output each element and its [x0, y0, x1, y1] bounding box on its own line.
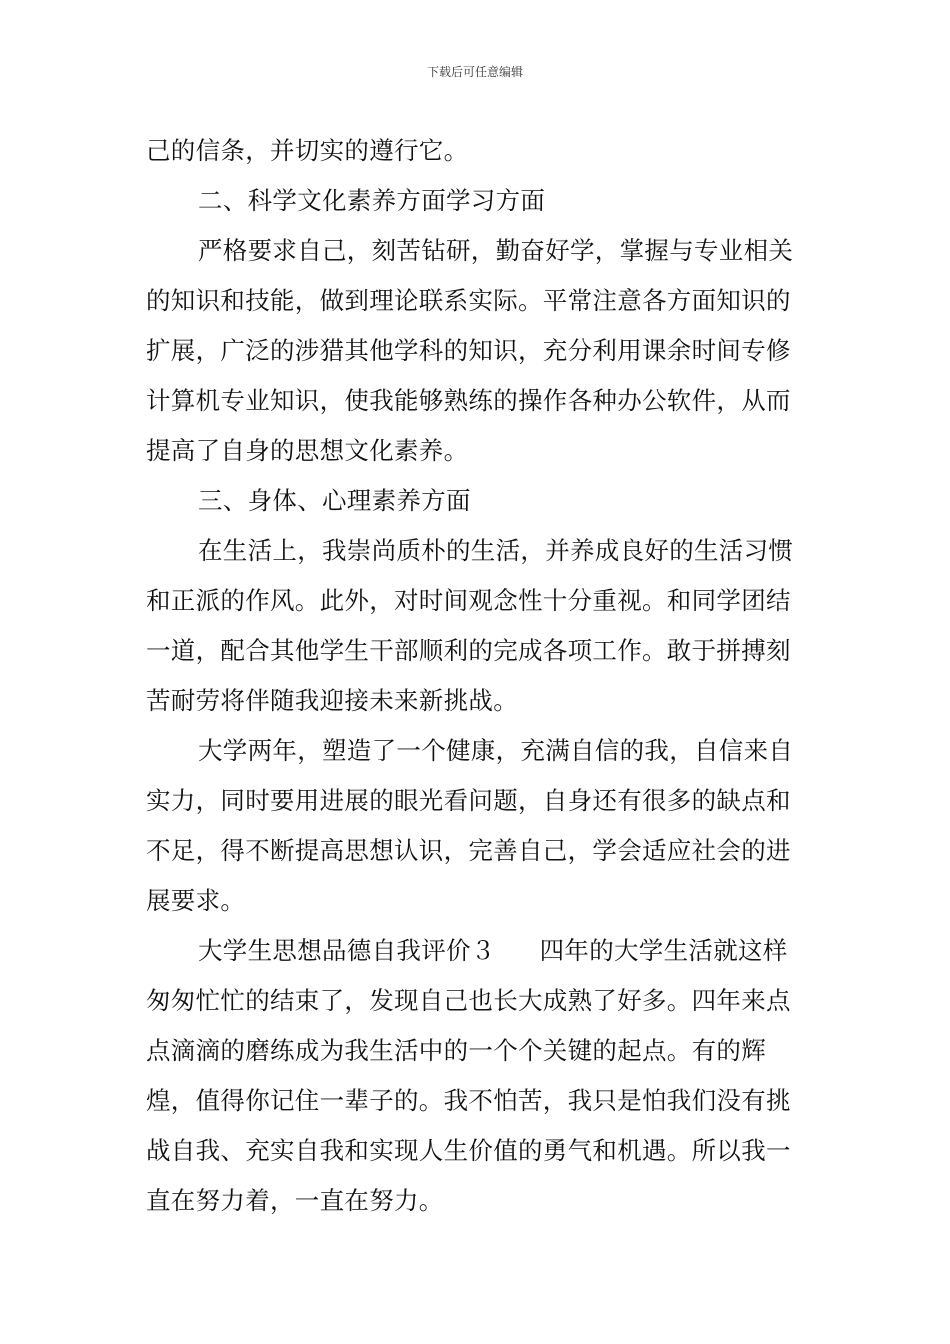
- essay-title: 大学生思想品德自我评价３: [198, 936, 496, 965]
- paragraph-two-years: 大学两年，塑造了一个健康，充满自信的我，自信来自实力，同时要用进展的眼光看问题，自身还有很多的缺点和不足，得不断提高思想认识，完善自己，学会适应社会的进展要求。: [146, 736, 794, 915]
- document-body: [146, 126, 811, 1226]
- page-header: 下载后可任意编辑: [426, 65, 523, 79]
- paragraph-life: 在生活上，我崇尚质朴的生活，并养成良好的生活习惯和正派的作风。此外，对时间观念性十分重视。和同学团结一道，配合其他学生干部顺利的完成各项工作。敢于拼搏刻苦耐劳将伴随我迎接未来新挑战。: [146, 536, 794, 715]
- paragraph-study: 严格要求自己，刻苦钻研，勤奋好学，掌握与专业相关的知识和技能，做到理论联系实际。平常注意各方面知识的扩展，广泛的涉猎其他学科的知识，充分利用课余时间专修计算机专业知识，使我能够熟练的操作各种办公软件，从而提高了自身的思想文化素养。: [146, 236, 794, 465]
- paragraph-self-evaluation-3: [146, 926, 811, 1226]
- essay-text: 四年的大学生活就这样匆匆忙忙的结束了，发现自己也长大成熟了好多。四年来点点滴滴的磨练成为我生活中的一个个关键的起点。有的辉煌，值得你记住一辈子的。我不怕苦，我只是怕我们没有挑战自我、充实自我和实现人生价值的勇气和机遇。所以我一直在努力着，一直在努力。: [146, 936, 791, 1215]
- section-heading-science-culture: 二、科学文化素养方面学习方面: [198, 186, 546, 215]
- paragraph-continuation: 己的信条，并切实的遵行它。: [146, 136, 469, 165]
- section-heading-body-mind: 三、身体、心理素养方面: [198, 486, 471, 515]
